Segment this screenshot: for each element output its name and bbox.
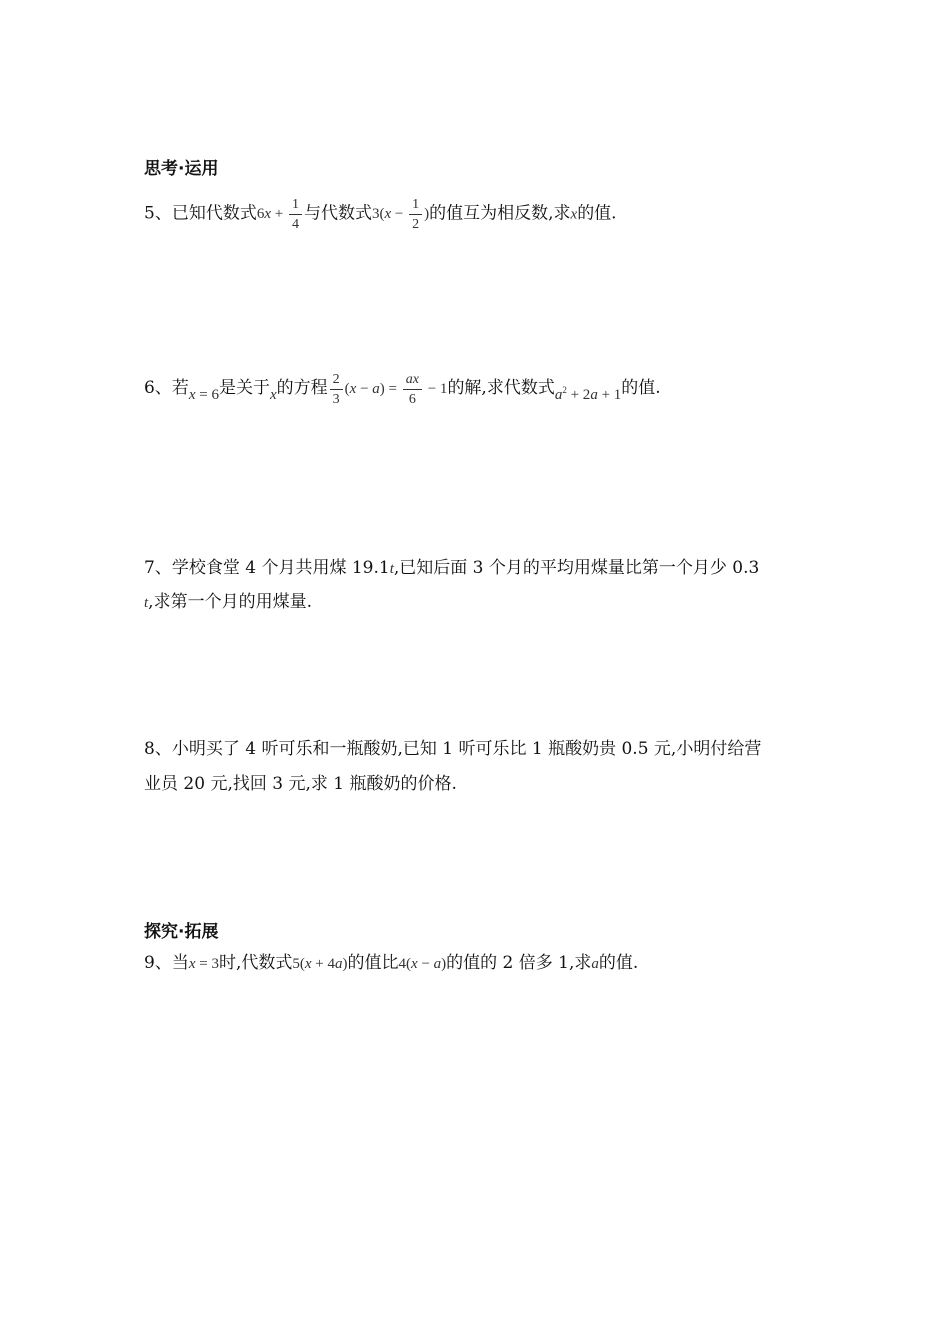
math-variable: x bbox=[269, 387, 277, 403]
question-text: 已知代数式 bbox=[171, 203, 257, 224]
question-text: 当 bbox=[171, 953, 189, 973]
question-number: 9、 bbox=[144, 953, 172, 973]
math-variable: x bbox=[570, 206, 578, 223]
question-text: 7、学校食堂 4 个月共用煤 19.1 bbox=[144, 558, 390, 578]
fraction: $\frac{1}{4}$ bbox=[289, 198, 302, 232]
question-7-line-2 bbox=[144, 590, 312, 615]
section-heading-explore-extend: 探究·拓展 bbox=[144, 922, 219, 942]
question-text: ,求第一个月的用煤量. bbox=[148, 592, 312, 612]
question-text: 的值互为相反数,求 bbox=[429, 203, 571, 224]
question-9 bbox=[144, 951, 638, 976]
unit-tonne: t bbox=[389, 561, 394, 577]
question-8-line-2: 业员 20 元,找回 3 元,求 1 瓶酸奶的价格. bbox=[144, 774, 457, 794]
question-text: 是关于 bbox=[218, 378, 270, 398]
fraction: $\frac{2}{3}$ bbox=[330, 373, 343, 407]
fraction: $\frac{1}{2}$ bbox=[409, 198, 422, 232]
question-text: 若 bbox=[171, 378, 189, 398]
question-text: 的值比 bbox=[347, 953, 399, 973]
question-8-line-1: 8、小明买了 4 听可乐和一瓶酸奶,已知 1 听可乐比 1 瓶酸奶贵 0.5 元,小明付给营 bbox=[144, 739, 762, 759]
question-number: 5、 bbox=[144, 203, 172, 224]
question-6 bbox=[144, 372, 661, 407]
question-text: 的解,求代数式 bbox=[447, 378, 555, 398]
fraction: $\frac{ax}{6}$ bbox=[403, 373, 422, 407]
math-expression: 6x + $\frac{1}{4}$ bbox=[257, 206, 304, 222]
section-heading-think-apply: 思考·运用 bbox=[144, 159, 219, 179]
math-expression: x = 3 bbox=[188, 956, 219, 972]
math-equation: $\frac{2}{3}$ (x − a) = $\frac{ax}{6}$ − 1 bbox=[328, 381, 448, 397]
math-variable: a bbox=[591, 956, 599, 972]
math-expression: x = 6 bbox=[188, 387, 219, 403]
question-text: 的值的 2 倍多 1,求 bbox=[446, 953, 592, 973]
question-number: 6、 bbox=[144, 378, 172, 398]
question-text: ,已知后面 3 个月的平均用煤量比第一个月少 0.3 bbox=[393, 558, 760, 578]
question-7-line-1 bbox=[144, 556, 759, 581]
unit-tonne: t bbox=[144, 595, 149, 611]
question-text: 时,代数式 bbox=[218, 953, 293, 973]
question-5 bbox=[144, 198, 617, 232]
question-text: 的值. bbox=[577, 203, 617, 224]
question-text: 与代数式 bbox=[303, 203, 372, 224]
math-expression: 3(x − $\frac{1}{2}$ ) bbox=[371, 197, 430, 232]
question-text: 的值. bbox=[621, 378, 661, 398]
question-text: 的方程 bbox=[276, 378, 328, 398]
math-expression: 4(x − a) bbox=[398, 956, 447, 972]
question-text: 的值. bbox=[598, 953, 639, 973]
math-expression: $a^2 + 2a + 1$ bbox=[554, 385, 622, 403]
math-expression: 5(x + 4a) bbox=[292, 956, 348, 972]
